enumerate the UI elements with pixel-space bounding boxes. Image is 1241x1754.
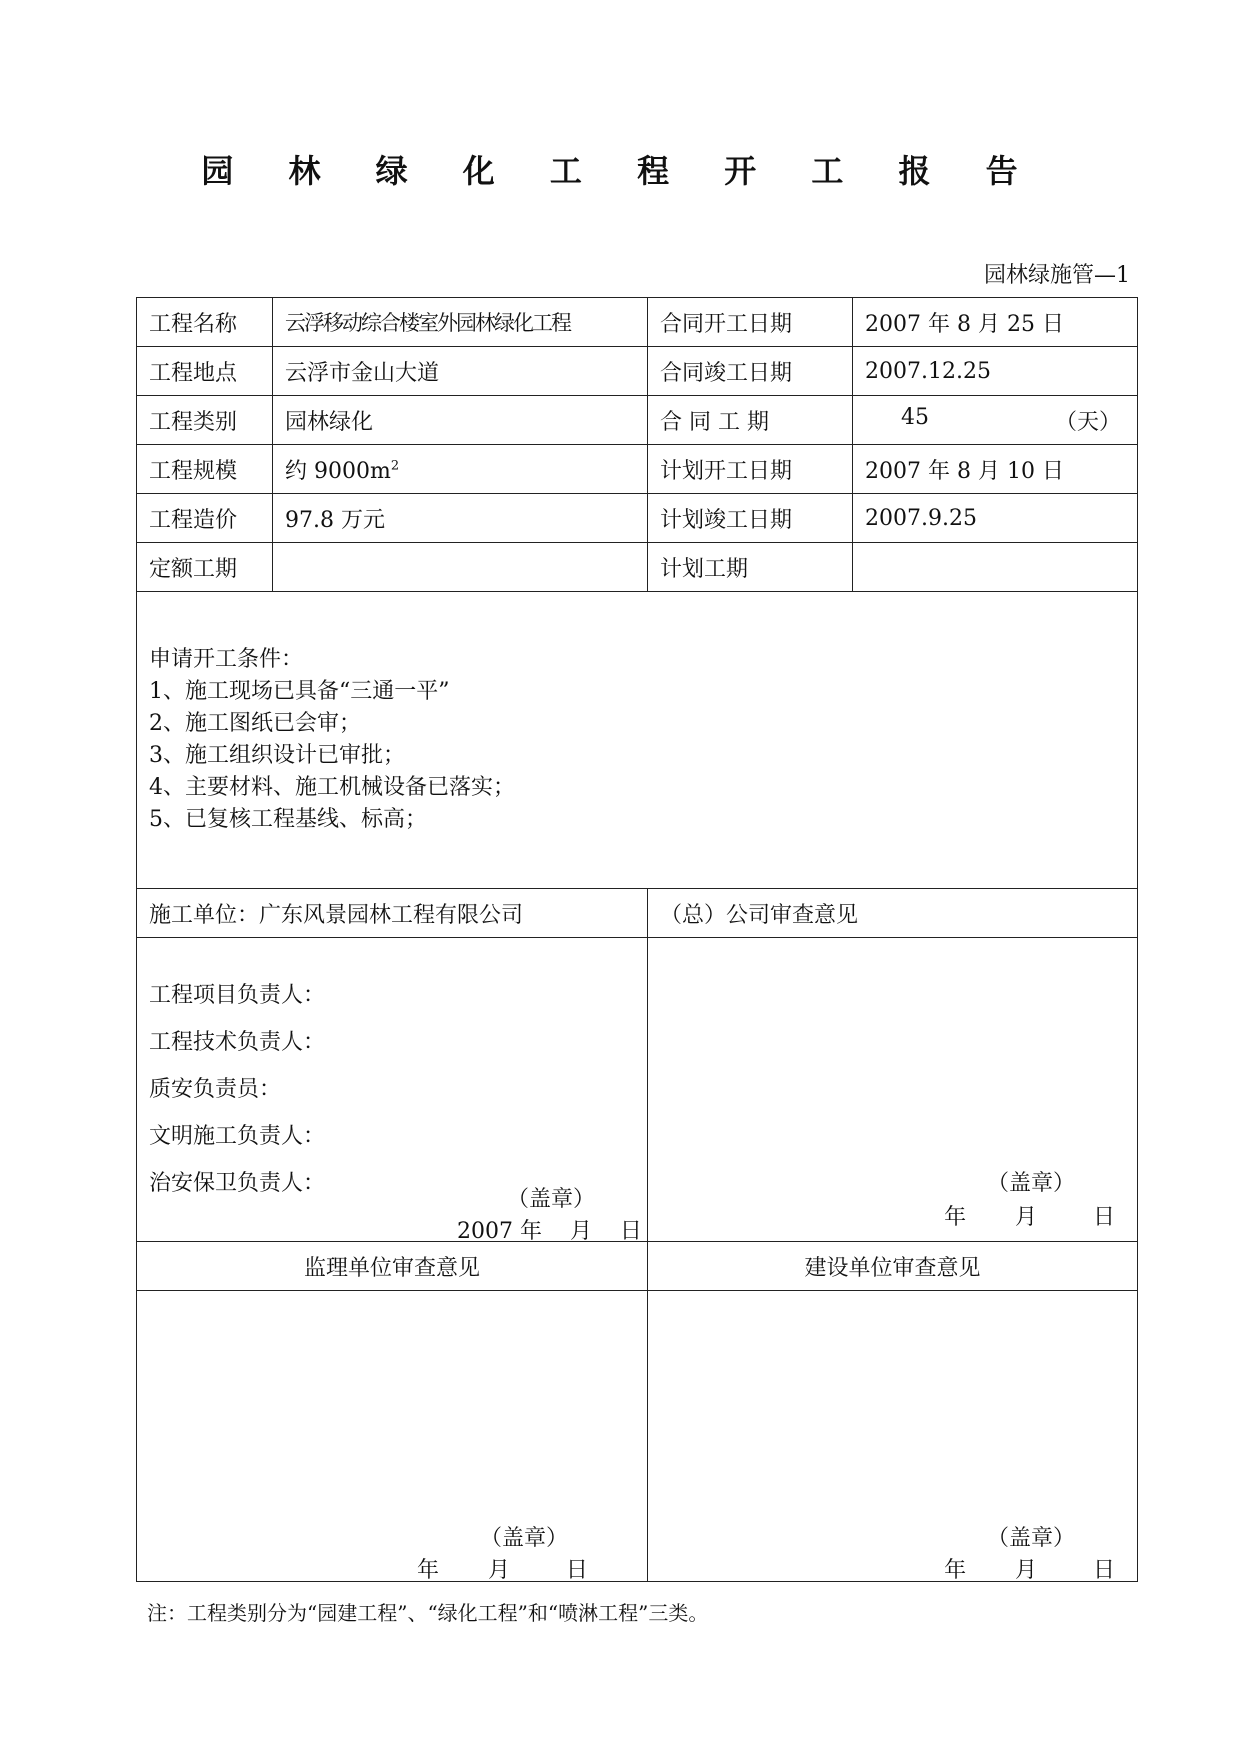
field-label: 工程名称 — [137, 298, 273, 347]
field-label: 计划开工日期 — [648, 445, 853, 494]
review-row — [137, 1291, 1138, 1582]
contract-start-date-value: 2007 年 8 月 25 日 — [853, 298, 1138, 347]
company-review-box — [648, 938, 1138, 1242]
field-label: 定额工期 — [137, 543, 273, 592]
form-row — [137, 396, 1138, 445]
stamp-label: （盖章） — [480, 1526, 569, 1551]
contract-period-value: 45 — [901, 404, 929, 430]
signatory-line: 文明施工负责人： — [149, 1124, 326, 1149]
sign-date: 2007 年 月 日 — [457, 1219, 642, 1244]
condition-item: 5、已复核工程基线、标高； — [149, 807, 427, 832]
project-cost-value: 97.8 万元 — [273, 494, 648, 543]
planned-period-value — [853, 543, 1138, 592]
condition-item: 1、施工现场已具备“三通一平” — [149, 679, 450, 704]
form-row — [137, 347, 1138, 396]
owner-review-box — [648, 1291, 1138, 1582]
stamp-label: （盖章） — [986, 1526, 1075, 1551]
signatory-line: 质安负责员： — [149, 1077, 282, 1102]
signatory-block — [137, 938, 648, 1242]
field-label: 工程规模 — [137, 445, 273, 494]
construction-unit: 施工单位：广东风景园林工程有限公司 — [137, 889, 648, 938]
project-scale-exponent: 2 — [390, 458, 400, 474]
quota-period-value — [273, 543, 648, 592]
sign-date: 年 月 日 — [944, 1205, 1115, 1230]
signatory-line: 工程项目负责人： — [149, 983, 326, 1008]
stamp-label: （盖章） — [507, 1187, 596, 1212]
start-report-form — [136, 297, 1138, 1582]
condition-item: 3、施工组织设计已审批； — [149, 743, 405, 768]
field-label: 工程造价 — [137, 494, 273, 543]
stamp-label: （盖章） — [986, 1171, 1075, 1196]
sign-date: 年 月 日 — [417, 1558, 588, 1583]
form-row — [137, 445, 1138, 494]
project-location-value: 云浮市金山大道 — [273, 347, 648, 396]
supervision-review-box — [137, 1291, 648, 1582]
field-label: 计划工期 — [648, 543, 853, 592]
document-number: 园林绿施管—1 — [984, 263, 1130, 288]
form-row — [137, 543, 1138, 592]
signatory-line: 工程技术负责人： — [149, 1030, 326, 1055]
planned-end-date-value: 2007.9.25 — [853, 494, 1138, 543]
field-label: 计划竣工日期 — [648, 494, 853, 543]
owner-review-heading: 建设单位审查意见 — [648, 1242, 1138, 1291]
project-name-value: 云浮移动综合楼室外园林绿化工程 — [273, 298, 648, 347]
condition-item: 4、主要材料、施工机械设备已落实； — [149, 775, 515, 800]
field-label: 工程地点 — [137, 347, 273, 396]
field-label: 合同开工日期 — [648, 298, 853, 347]
conditions-heading: 申请开工条件： — [149, 647, 304, 672]
sign-date: 年 月 日 — [944, 1558, 1115, 1583]
field-label: 合同竣工日期 — [648, 347, 853, 396]
contract-period-cell — [853, 396, 1138, 445]
start-conditions — [137, 592, 1138, 889]
project-category-value: 园林绿化 — [273, 396, 648, 445]
condition-item: 2、施工图纸已会审； — [149, 711, 361, 736]
footnote: 注：工程类别分为“园建工程”、“绿化工程”和“喷淋工程”三类。 — [147, 1601, 709, 1625]
unit-header-row — [137, 889, 1138, 938]
signatory-line: 治安保卫负责人： — [149, 1171, 326, 1196]
project-scale-value: 约 9000m — [285, 458, 391, 484]
field-label: 合 同 工 期 — [648, 396, 853, 445]
signature-row — [137, 938, 1138, 1242]
contract-end-date-value: 2007.12.25 — [853, 347, 1138, 396]
project-scale-cell — [273, 445, 648, 494]
contract-period-unit: （天） — [1054, 409, 1121, 435]
form-row — [137, 298, 1138, 347]
form-row — [137, 494, 1138, 543]
field-label: 工程类别 — [137, 396, 273, 445]
company-review-heading: （总）公司审查意见 — [648, 889, 1138, 938]
document-title: 园 林 绿 化 工 程 开 工 报 告 — [201, 152, 1040, 190]
planned-start-date-value: 2007 年 8 月 10 日 — [853, 445, 1138, 494]
conditions-row — [137, 592, 1138, 889]
review-header-row — [137, 1242, 1138, 1291]
supervision-review-heading: 监理单位审查意见 — [137, 1242, 648, 1291]
